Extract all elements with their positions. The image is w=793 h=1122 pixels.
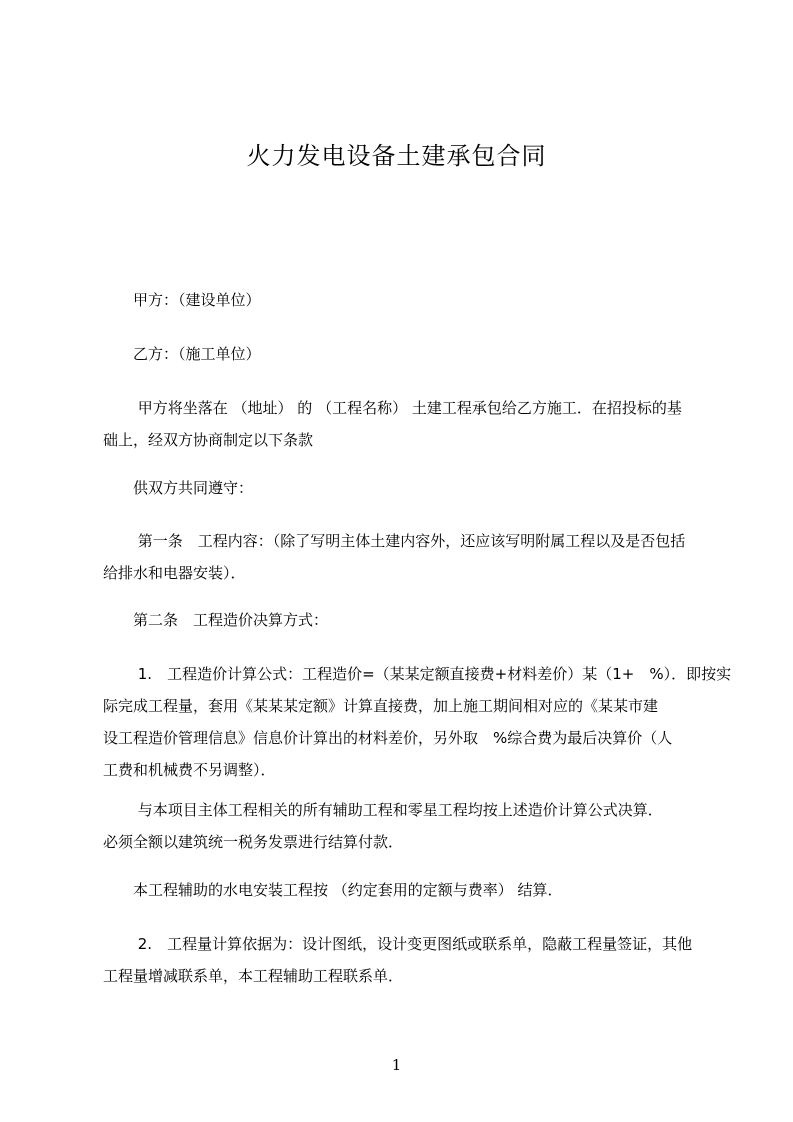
intro-paragraph: [103, 392, 703, 456]
text-line: 必须全额以建筑统一税务发票进行结算付款．: [103, 833, 404, 851]
text-line: 与本项目主体工程相关的所有辅助工程和零星工程均按上述造价计算公式决算．: [103, 801, 663, 819]
text-line: 础上，经双方协商制定以下条款: [103, 431, 314, 449]
party-b-paragraph: [103, 338, 703, 370]
text-line: 甲方：（建设单位）: [103, 291, 261, 309]
hydro-electric-paragraph: [103, 874, 703, 906]
text-line: 乙方：（施工单位）: [103, 345, 261, 363]
text-line: 第二条 工程造价决算方式：: [103, 611, 329, 629]
text-line: 甲方将坐落在 （地址） 的 （工程名称） 土建工程承包给乙方施工．在招投标的基: [103, 399, 682, 417]
party-a-paragraph: [103, 284, 703, 316]
text-line: 工程量增减联系单，本工程辅助工程联系单．: [103, 967, 404, 985]
clause-2-paragraph: [103, 928, 703, 992]
page-number: 1: [391, 1056, 402, 1074]
text-line: 设工程造价管理信息》信息价计算出的材料差价，另外取 %综合费为最后决算价（人: [103, 729, 673, 747]
text-line: 工费和机械费不另调整）．: [103, 761, 276, 779]
text-line: 给排水和电器安装）．: [103, 564, 246, 582]
article-1-paragraph: [103, 525, 703, 589]
clause-1-paragraph: [103, 658, 732, 786]
text-line: 本工程辅助的水电安装工程按 （约定套用的定额与费率） 结算．: [103, 881, 563, 899]
text-line: 际完成工程量，套用《某某某定额》计算直接费，加上施工期间相对应的《某某市建: [103, 697, 659, 715]
auxiliary-works-paragraph: [103, 794, 703, 858]
document-title: 火力发电设备土建承包合同: [246, 142, 547, 170]
text-line: 1. 工程造价计算公式：工程造价=（某某定额直接费+材料差价）某（1+ %）．即按实: [103, 665, 732, 683]
text-line: 供双方共同遵守：: [103, 479, 254, 497]
text-line: 2. 工程量计算依据为：设计图纸，设计变更图纸或联系单，隐蔽工程量签证，其他: [103, 935, 693, 953]
mutual-compliance-paragraph: [103, 472, 703, 504]
text-line: 第一条 工程内容：（除了写明主体土建内容外，还应该写明附属工程以及是否包括: [103, 532, 686, 550]
article-2-paragraph: [103, 604, 703, 636]
